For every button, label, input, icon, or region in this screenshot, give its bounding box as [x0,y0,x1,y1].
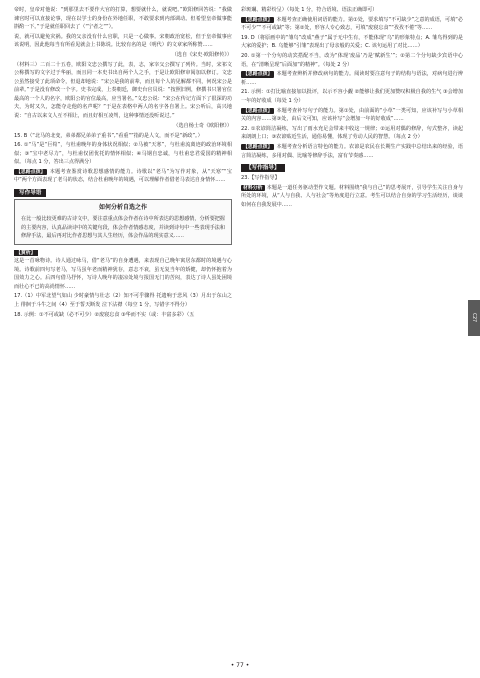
page-number: • 77 • [230,662,250,669]
section-title: 【写作指导】 [241,164,285,172]
hint-badge: 【思路点拨】 [16,168,46,175]
appreciation-label: 【赏析】 [16,249,36,256]
answer-21-hint: 【思路点拨】 本题考查补写句子的能力。第①处，由前面的“小草”一类可知，应该补写与小草相关的内容……第③处，由后文可知，应该补写“会增加一年的好收成”…… [241,107,463,123]
right-column [241,6,463,211]
hint-badge: 【思路点拨】 [243,107,273,114]
paragraph: （材料三）二百二十五卷，欧阳文忠公撰写了此，表，志，家宰父公撰写了列传。当时，宋祁文公称撰写的文字过于华丽，而且同一本史书出自两个人之手，于是让欧阳修审阅加以修订。文忠公虽然接受了此项命令，但退却地说：“宋公是我的前辈，而且每个人的见解都不同，何况宋公是前辈。”于是没有修改一个字。史书完成，上奏朝廷，御史台官员说：“按照旧例，修撰书只署官位最高的一个人的名字，欧阳公的官位最高，应当署名。”文忠公说：“宋公在传记方面下了很深的功夫，为时又久，怎能夺走他的名声呢？”于是在表格中两人的名字各自署上。宋公听后，高兴地说：“自古以来文人互不相让，而且好相互凌驾，这种事情还没听说过。” [14,61,232,119]
answer-22: 22. ①农谚简洁凝练，写出了雨水充足会带来丰收这一规律；②运用对偶的修辞，句式整齐，读起来朗朗上口；③农谚贴近生活，通俗易懂，体现了劳动人民的智慧。（每点 2 分） [241,125,463,141]
side-tab: C27 [468,300,480,336]
source-citation: （选自杨士奇《欧阳修》） [173,122,232,129]
answer-18: 18. 示例：①不可或缺（必不可少）②废寝忘食 ③华而不实（或：丰富多彩）（五 [14,311,195,318]
section-title: 写作导语 [14,189,46,197]
paragraph: 帝时，皇帝对他说：“到那里去不要作大官的打算，想要就什么，就说吧。”欧阳修回答说：“我做谏官时可以直接论事，现在以学士的身份在外地任职，不敢要求到内部调动。但希望皇帝做事能斟酌一下。”于是就任职回去了（“宁者之“”）。 [14,7,232,30]
hint-badge: 【思路点拨】 [243,144,273,150]
answer-19: 19. D（将原画中的“雏鸟”改成“燕子”属于无中生有，不能体现“乌”的形象特点；A. 雏鸟得到的是大家的爱护；B. 乌能够“引雏”表现出了母亲般的关爱；C. 该句运用了对比……） [241,34,463,50]
answer-16: 16. ①“马”是“巨筍”，与杜甫晚年的身体状况相似；②马被“天寒”，与杜甫流离迹的政治环境相似；③“宝中老尽力”，与杜甫仅团优托的情怀相似；④马钢自忠诚，与杜甫忠君爱国的精神相似。（每点 1 分，答出三点得满分） [14,142,232,166]
tip-box [14,199,232,245]
tip-box-title: 如何分析自选之作 [98,204,147,212]
tip-box-text: 在比一般比较更难的古诗文中，要注意重点体会作者在诗中所表达的思想感情，分析要把握的主要内容，认真品读诗中的关键句段，体会作者情感态度，并读到诗句中一些表现手法和修辞手法，最后再对比作者思想与其人生经历，体会作品的现实意义…… [21,216,225,240]
hint-badge: 【思路点拨】 [243,71,273,78]
analysis-badge: 材料分析 [243,184,263,191]
writing-guide: 材料分析 本题是一道任务驱动型作文题。材料围绕“我与自己”的思考展开，引导学生关注自身与所处的环境，从“人与自我、人与社会”等角度进行立意。考生可以结合自身的学习生活经历，谈谈如何在自我发展中…… [241,184,463,208]
source-citation: （选自《宋史·欧阳修传》） [171,51,232,58]
paragraph: 说，就可以避免灾祸。我的父亲没有什么官职，只是一心做事。宋朝政治宽松，但于皇帝做事应该说明，因此他每当有所看见就会上书陈说。比较有名的是（明代）的文章家所称赞…… [14,33,232,49]
left-column [14,6,232,320]
answer-16-hint: 【思路点拨】 本题考查鉴赏诗歌思想感情的能力。诗歌以“老马”为写作对象，从“天寒”“宝中”两个方面表现了老马的状态，结合杜甫晚年的境遇，可以理解作者借老马表达自身情怀…… [14,168,232,184]
answer-21: 21. 示例：①打比喻直接加以批评，以示不容小觑 ②能够让我们更加赞叹积极自我的生气 ③会增加一年的好收成（每处 1 分） [241,89,463,104]
paragraph: 彩斑斓、精彩纷呈）（每处 1 分，符合语境、语法正确即可） [241,7,378,13]
answer-23: 23.【写作指导】 [241,175,280,182]
hint-badge: 【思路点拨】 [243,16,273,23]
answer-20-hint: 【思路点拨】 本题考查辨析并修改病句的能力。阅读时要注意句子的结构与语法，对病句进行辨析…… [241,71,463,86]
answer-22-hint: 【思路点拨】 本题考查分析语言特色的能力。农谚是农民在长期生产实践中总结出来的经验，语言简洁凝练，多用对偶、比喻等修辞手法，富有节奏感…… [241,144,463,159]
appreciation-text: 这是一首咏物诗。诗人通过咏马，借“老马”的自身遭遇，来表现自己晚年寓居东都时的境遇与心境。诗歌前四句写老马，写马虽年老而精神犹存，意志不衰，虽无复当年的矫健，却仍怀抱着为国效力之心。后四句借马抒怀，写诗人晚年的凄凉处境与报国无门的苦闷，表达了诗人虽处困境而壮心不已的高尚情怀…… [14,258,232,290]
answer-17: 17.（1）中军北望气如山 少时豪情与壮志（2）知不可乎骤得 托遗响于悲风（3）月出于东山之上 徘徊于斗牛之间（4）至于誓天断发 泣下沾襟（每空 1 分，写错字不得分） [14,293,232,308]
answer-18-hint: 【思路点拨】 本题考查正确使用词语的能力。第①处，要求填写“不可缺少”之意的成语，可填“必不可少”“不可或缺”等；第②处，形容人专心致志，可填“废寝忘食”“孜孜不倦”等…… [241,16,463,32]
answer-20: 20. ①第一个分句的动宾搭配不当，改为“体现‘废品’乃是‘赋新生’”；②第二个分句缺少宾语中心语，在“清晰呈现”后面加“的精神”。（每处 2 分） [241,53,463,68]
answer-15: 15. B（“北马的北变，弟弟都兄弟弟子重书”,“看重“”指的是人文，而不是“新政”。） [14,132,203,139]
